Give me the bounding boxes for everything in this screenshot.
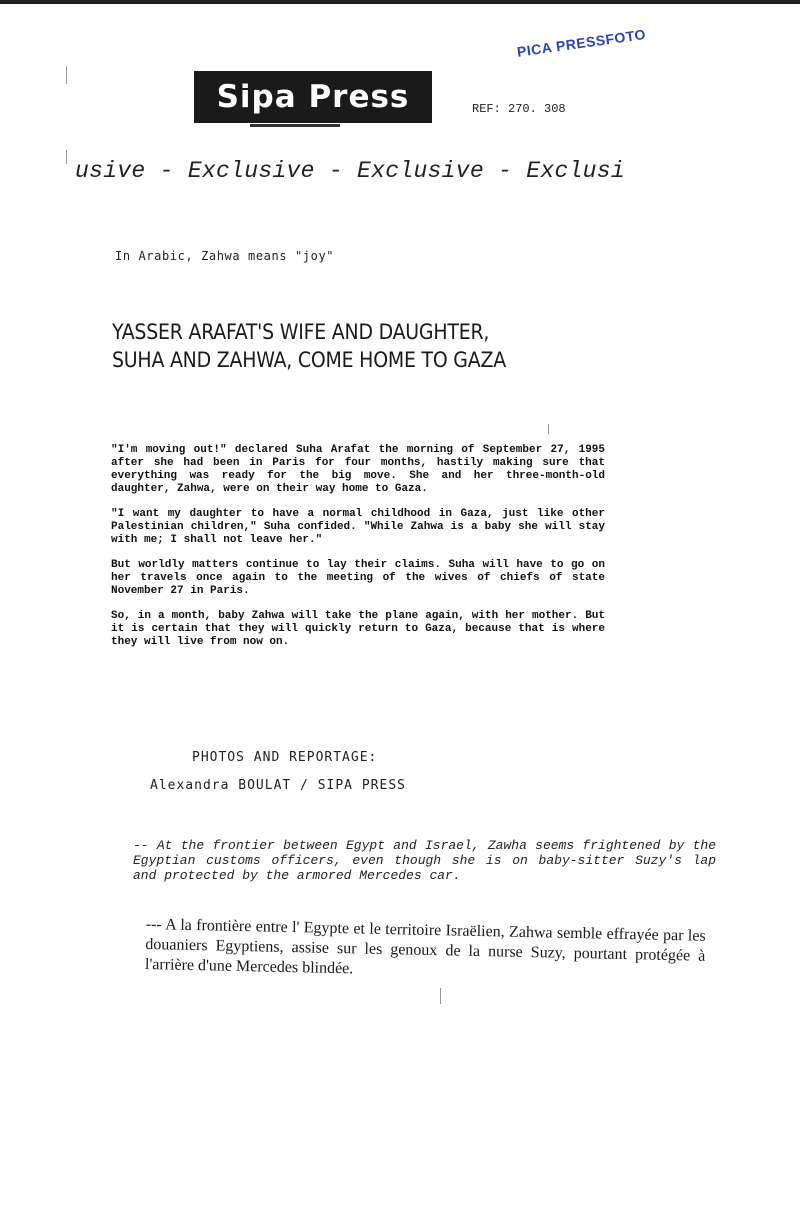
caption-french: --- A la frontière entre l' Egypte et le territoire Israëlien, Zahwa semble effrayée par les douaniers Egyptiens, assise sur les genoux de la nurse Suzy, pourtant protégée à l'arrière d'une Mercedes blindée. <box>144 915 706 978</box>
credits-name: Alexandra BOULAT / SIPA PRESS <box>150 778 406 793</box>
article-paragraph: But worldly matters continue to lay their claims. Suha will have to go on her travels once again to the meeting of the wives of chiefs of state November 27 in Paris. <box>111 559 605 597</box>
pica-pressfoto-stamp: PICA PRESSFOTO <box>516 25 647 60</box>
margin-mark <box>548 424 549 434</box>
headline-line-1: YASSER ARAFAT'S WIFE AND DAUGHTER, <box>112 320 490 344</box>
page-top-border <box>0 0 800 4</box>
article-paragraph: "I'm moving out!" declared Suha Arafat the morning of September 27, 1995 after she had been in Paris for four months, hastily making sure that everything was ready for the big move. She and her three-month-old daughter, Zahwa, were on their way home to Gaza. <box>111 444 605 495</box>
headline-line-2: SUHA AND ZAHWA, COME HOME TO GAZA <box>112 348 506 372</box>
margin-mark <box>66 66 67 84</box>
subtitle: In Arabic, Zahwa means "joy" <box>115 249 335 263</box>
caption-english: -- At the frontier between Egypt and Israel, Zawha seems frightened by the Egyptian customs officers, even though she is on baby-sitter Suzy's lap and protected by the armored Mercedes car. <box>133 838 716 883</box>
logo-underline <box>250 124 340 127</box>
article-body <box>111 444 605 661</box>
headline <box>112 318 632 374</box>
sipa-press-logo: Sipa Press <box>194 71 432 123</box>
margin-mark <box>440 988 441 1004</box>
exclusive-banner: usive - Exclusive - Exclusive - Exclusi <box>75 158 625 184</box>
article-paragraph: So, in a month, baby Zahwa will take the plane again, with her mother. But it is certain that they will quickly return to Gaza, because that is where they will live from now on. <box>111 610 605 648</box>
margin-mark <box>66 150 67 164</box>
credits-label: PHOTOS AND REPORTAGE: <box>192 750 378 765</box>
reference-number: REF: 270. 308 <box>472 102 566 116</box>
article-paragraph: "I want my daughter to have a normal childhood in Gaza, just like other Palestinian children," Suha confided. "While Zahwa is a baby she will stay with me; I shall not leave her." <box>111 508 605 546</box>
